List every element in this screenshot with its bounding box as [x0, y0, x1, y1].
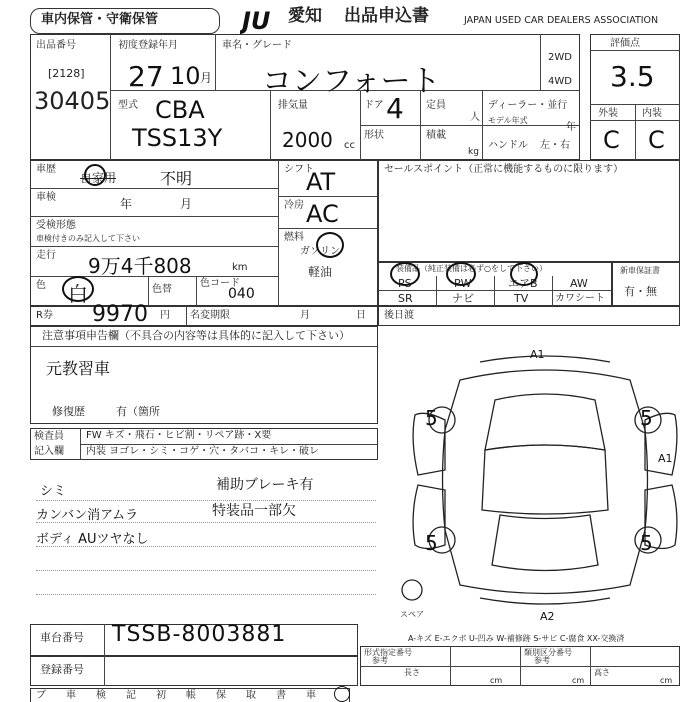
footer-item: 保 [216, 690, 226, 701]
doors-value: 4 [386, 92, 404, 125]
chassis-value: TSSB-8003881 [112, 622, 287, 647]
rating-ext-value: C [603, 126, 620, 154]
rating-int-value: C [648, 126, 665, 154]
repair-value: 有（箇所 [116, 405, 160, 418]
mark-fr: 5 [640, 406, 653, 430]
guarantee-label: 新車保証書 [620, 266, 660, 275]
equip-aw: AW [570, 277, 588, 290]
rating-label: 評価点 [610, 38, 640, 49]
model-label: 型式 [118, 100, 138, 111]
model-year-unit: 年 [566, 122, 576, 133]
equip-sr: SR [398, 292, 413, 305]
history-options: 自家用 [80, 171, 117, 185]
equip-airbag: エアB [508, 277, 538, 290]
recycle-value: 9970 [92, 302, 148, 327]
mark-right: A1 [658, 452, 673, 465]
equip-pw-circle [446, 262, 476, 286]
lot-bracket: [2128] [48, 67, 85, 80]
model-year-label: モデル年式 [488, 116, 528, 125]
sales-points-label: セールスポイント（正常に機能するものに限ります） [384, 164, 624, 175]
svg-text:JU: JU [242, 7, 271, 34]
rating-ext-label: 外装 [598, 108, 618, 119]
equip-tv: TV [514, 292, 529, 305]
name-change-label: 名変期限 [190, 310, 230, 321]
registration-year: 27 [128, 60, 164, 93]
receipt-note: 車検付きのみ記入して下さい [36, 234, 140, 243]
note-sign-removal: カンバン消アムラ [36, 508, 139, 523]
model-code1: CBA [155, 96, 205, 124]
rating-score: 3.5 [610, 60, 655, 93]
header-title: 出品申込書 [344, 6, 429, 26]
equip-ps-circle [390, 262, 420, 286]
name-grade-label: 車名・グレード [222, 40, 292, 51]
equip-pw: PW [454, 277, 472, 290]
cert-width-unit: cm [572, 676, 585, 685]
footer-item: 帳 [186, 690, 196, 701]
storage-badge-text: 車内保管・守衛保管 [41, 12, 159, 27]
equip-leather: カワシート [555, 293, 605, 304]
history-value: 不明 [160, 169, 193, 188]
header-org: 愛知 [288, 6, 322, 26]
color-value: 白 [68, 282, 88, 306]
cert-length-unit: cm [490, 676, 503, 685]
registration-label: 初度登録年月 [118, 40, 178, 51]
displacement-label: 排気量 [278, 100, 308, 111]
cert-ref-label-2: 参考 [534, 656, 550, 665]
registration-month-unit: 月 [200, 71, 213, 85]
footer-item: 初 [156, 690, 166, 701]
recycle-unit: 円 [160, 310, 170, 321]
note-stain: シミ [40, 484, 67, 499]
inspection-year-unit: 年 [120, 197, 133, 211]
fuel-label: 燃料 [284, 232, 304, 243]
capacity-label: 定員 [426, 100, 446, 111]
footer-item: 記 [126, 690, 136, 701]
handle-label: ハンドル [488, 140, 528, 151]
fuel-circle [316, 232, 344, 258]
fuel-gas: ガソリン [300, 246, 340, 257]
capacity-unit: 人 [470, 112, 480, 123]
inspector-label-2: 記入欄 [34, 446, 64, 457]
note-aux-brake: 補助ブレーキ有 [216, 477, 314, 493]
ac-value: AC [306, 200, 339, 228]
cert-category-label: 類別区分番号 [524, 648, 572, 657]
cert-length-label: 長さ [404, 668, 420, 677]
note-body-dull: ボディ AUツヤなし [36, 532, 149, 547]
footer-item: 取 [246, 690, 256, 701]
handle-options: 左・右 [540, 140, 570, 151]
footer-item: 車 [66, 690, 76, 701]
history-label: 車歴 [36, 164, 56, 175]
repair-label: 修復歴 [52, 405, 85, 418]
registration-month: 10 [170, 62, 201, 90]
footer-item: ブ [36, 690, 46, 701]
inspector-label-1: 検査員 [34, 431, 64, 442]
inspection-month-unit: 月 [180, 197, 193, 211]
post-delivery-label: 後日渡 [384, 310, 414, 321]
storage-badge [30, 8, 220, 34]
fuel-diesel: 軽油 [308, 265, 333, 279]
name-change-month: 月 [300, 310, 310, 321]
load-label: 積載 [426, 130, 446, 141]
cert-form-label: 形式指定番号 [364, 648, 412, 657]
history-circle [84, 164, 106, 186]
model-code2: TSS13Y [132, 124, 223, 152]
cert-ref-label: 参考 [372, 656, 388, 665]
mileage-unit: km [232, 262, 248, 273]
recycle-label: R券 [36, 310, 53, 321]
mark-rl: 5 [425, 531, 438, 555]
ju-logo-icon [240, 6, 286, 34]
equipment-label: 装備品（純正装備は必ず○をして下さい） [396, 264, 547, 273]
lot-label: 出品番号 [36, 40, 76, 51]
mileage-value: 9万4千808 [88, 254, 192, 278]
notes-label: 注意事項申告欄（不具合の内容等は具体的に記入して下さい） [42, 329, 350, 342]
ju-logo [240, 6, 286, 34]
spare-label: スペア [400, 610, 424, 619]
mark-rr: 5 [640, 531, 653, 555]
color-repaint-label: 色替 [152, 284, 172, 295]
dealer-label: ディーラー・並行 [488, 100, 568, 111]
shift-label: シフト [284, 164, 314, 175]
shape-label: 形状 [364, 130, 384, 141]
drive-4wd: 4WD [548, 76, 572, 87]
displacement-value: 2000 [282, 128, 333, 152]
damage-legend: A-キズ E-エクボ U-凹み W-補修跡 S-サビ C-腐食 XX-交換済 [408, 634, 625, 643]
color-code-value: 040 [228, 286, 255, 302]
footer-item: 書 [276, 690, 286, 701]
car-outline-icon [400, 340, 690, 620]
guarantee-options: 有・無 [624, 285, 657, 298]
mark-fl: 5 [425, 406, 438, 430]
ac-label: 冷房 [284, 200, 304, 211]
mileage-label: 走行 [36, 250, 56, 261]
inspection-label: 車検 [36, 192, 56, 203]
name-grade-value: コンフォート [262, 64, 441, 99]
plate-label: 登録番号 [40, 663, 84, 676]
post-delivery-box [378, 306, 680, 326]
equip-airbag-circle [510, 262, 538, 286]
color-code-label: 色コード [200, 278, 240, 289]
cert-height-label: 高さ [594, 668, 610, 677]
equip-ps: PS [398, 277, 412, 290]
color-label: 色 [36, 280, 46, 291]
inspector-row-2: 内装 ヨゴレ・シミ・コゲ・穴・タバコ・キレ・破レ [86, 446, 319, 457]
lot-number: 30405 [34, 87, 111, 115]
cert-height-unit: cm [660, 676, 673, 685]
equip-navi: ナビ [452, 292, 474, 305]
load-unit: kg [468, 147, 479, 157]
footer-item: 検 [96, 690, 106, 701]
name-change-day: 日 [356, 310, 366, 321]
header-association: JAPAN USED CAR DEALERS ASSOCIATION [464, 15, 659, 26]
footer-item: 車 [306, 690, 316, 701]
notes-entry: 元教習車 [46, 359, 111, 378]
receipt-label: 受検形態 [36, 220, 76, 231]
drive-2wd: 2WD [548, 52, 572, 63]
car-diagram [400, 340, 690, 620]
rating-int-label: 内装 [642, 108, 662, 119]
note-special-parts: 特装品一部欠 [212, 503, 296, 519]
mark-rear: A2 [540, 610, 555, 620]
color-circle [62, 276, 94, 302]
displacement-unit: cc [344, 140, 355, 151]
shift-value: AT [306, 168, 336, 196]
doors-label: ドア [364, 100, 384, 111]
chassis-label: 車台番号 [40, 631, 84, 644]
mark-front: A1 [530, 348, 545, 361]
inspector-row-1: FW キズ・飛石・ヒビ割・リペア跡・X要 [86, 430, 272, 441]
